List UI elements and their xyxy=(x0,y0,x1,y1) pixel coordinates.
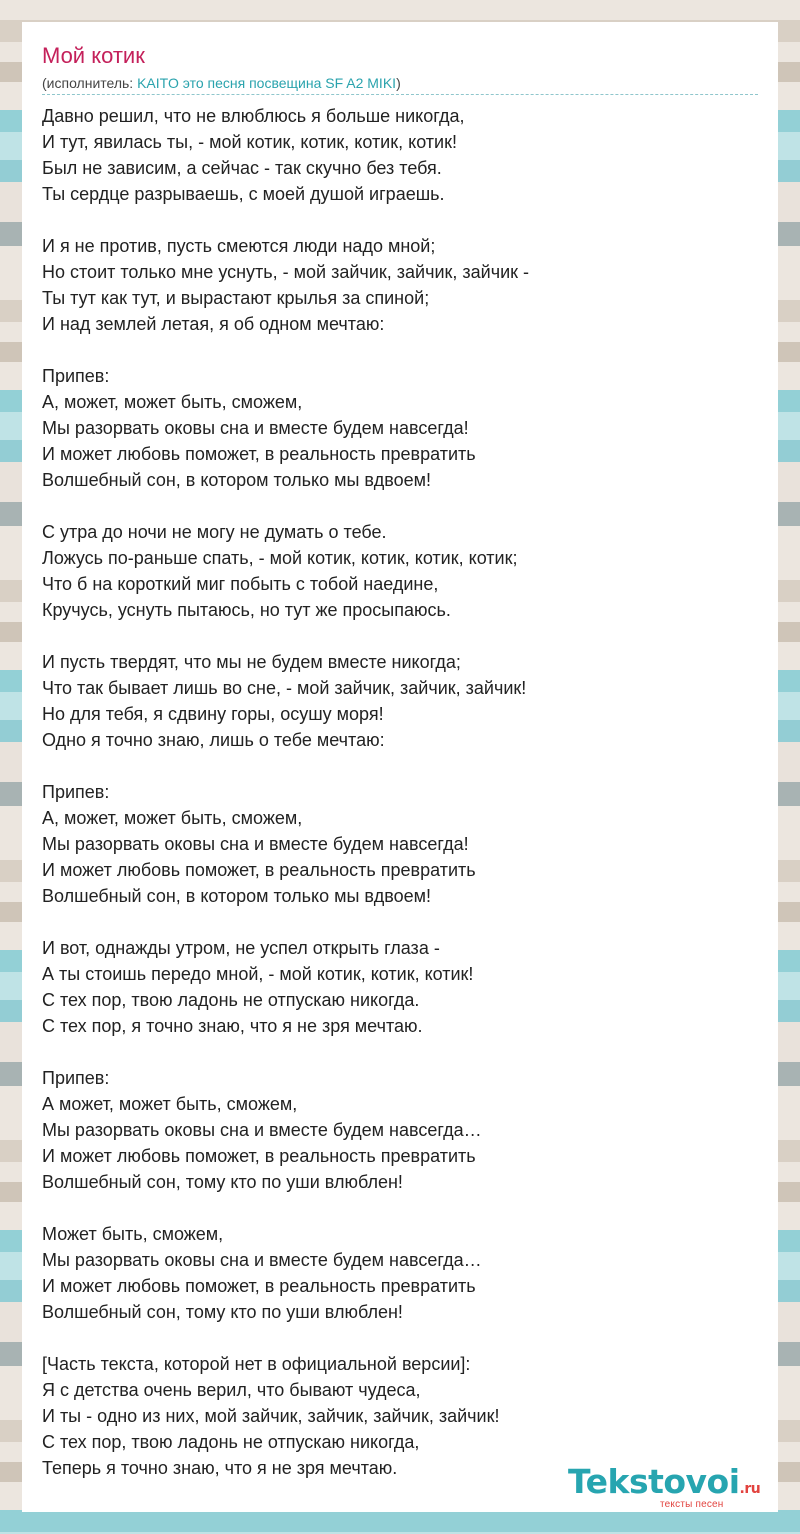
lyric-line: И вот, однажды утром, не успел открыть глаза - xyxy=(42,938,440,958)
chorus-label: Припев: xyxy=(42,782,110,802)
chorus-stanza xyxy=(42,363,758,493)
chorus-label: Припев: xyxy=(42,1068,110,1088)
lyric-line: Что так бывает лишь во сне, - мой зайчик, зайчик, зайчик! xyxy=(42,678,527,698)
stanza xyxy=(42,649,758,753)
lyric-line: И может любовь поможет, в реальность превратить xyxy=(42,1146,476,1166)
lyric-line: Волшебный сон, тому кто по уши влюблен! xyxy=(42,1302,403,1322)
chorus-stanza xyxy=(42,779,758,909)
lyric-line: Ложусь по-раньше спать, - мой котик, котик, котик, котик; xyxy=(42,548,518,568)
lyric-line: А может, может быть, сможем, xyxy=(42,1094,298,1114)
lyric-line: Но для тебя, я сдвину горы, осушу моря! xyxy=(42,704,384,724)
artist-suffix: ) xyxy=(396,75,401,91)
logo-tld: .ru xyxy=(739,1481,761,1497)
lyric-line: Ты сердце разрываешь, с моей душой играешь. xyxy=(42,184,445,204)
lyric-line: Давно решил, что не влюблюсь я больше никогда, xyxy=(42,106,465,126)
lyric-line: И ты - одно из них, мой зайчик, зайчик, зайчик, зайчик! xyxy=(42,1406,500,1426)
lyric-line: И я не против, пусть смеются люди надо мной; xyxy=(42,236,436,256)
lyric-line: Теперь я точно знаю, что я не зря мечтаю. xyxy=(42,1458,398,1478)
lyric-line: И может любовь поможет, в реальность превратить xyxy=(42,1276,476,1296)
lyric-line: И над землей летая, я об одном мечтаю: xyxy=(42,314,385,334)
artist-line xyxy=(42,74,758,95)
song-title: Мой котик xyxy=(42,43,145,68)
lyric-line: И может любовь поможет, в реальность превратить xyxy=(42,444,476,464)
stanza xyxy=(42,103,758,207)
lyric-line: С тех пор, твою ладонь не отпускаю никогда, xyxy=(42,1432,420,1452)
lyric-line: Волшебный сон, тому кто по уши влюблен! xyxy=(42,1172,403,1192)
lyric-line: Что б на короткий миг побыть с тобой наедине, xyxy=(42,574,439,594)
lyric-line: А, может, может быть, сможем, xyxy=(42,808,303,828)
lyric-line: И может любовь поможет, в реальность превратить xyxy=(42,860,476,880)
lyric-line: Волшебный сон, в котором только мы вдвоем! xyxy=(42,470,432,490)
lyric-line: Волшебный сон, в котором только мы вдвоем! xyxy=(42,886,432,906)
lyric-line: Мы разорвать оковы сна и вместе будем навсегда… xyxy=(42,1120,482,1140)
logo-main-text: Tekstovoi xyxy=(568,1462,740,1501)
stanza xyxy=(42,519,758,623)
stanza xyxy=(42,935,758,1039)
lyric-line: С тех пор, твою ладонь не отпускаю никогда. xyxy=(42,990,420,1010)
lyric-line: Одно я точно знаю, лишь о тебе мечтаю: xyxy=(42,730,385,750)
tekstovoi-logo[interactable] xyxy=(568,1464,778,1510)
lyric-line: Мы разорвать оковы сна и вместе будем навсегда! xyxy=(42,834,469,854)
stanza xyxy=(42,233,758,337)
chorus-stanza xyxy=(42,1065,758,1195)
lyric-line: С тех пор, я точно знаю, что я не зря мечтаю. xyxy=(42,1016,423,1036)
artist-prefix: (исполнитель: xyxy=(42,75,138,91)
lyric-line: Я с детства очень верил, что бывают чудеса, xyxy=(42,1380,421,1400)
lyric-line: А, может, может быть, сможем, xyxy=(42,392,303,412)
lyric-line: С утра до ночи не могу не думать о тебе. xyxy=(42,522,387,542)
lyric-line: Ты тут как тут, и вырастают крылья за спиной; xyxy=(42,288,430,308)
lyric-line: И пусть твердят, что мы не будем вместе никогда; xyxy=(42,652,461,672)
lyric-line: Был не зависим, а сейчас - так скучно без тебя. xyxy=(42,158,442,178)
stanza xyxy=(42,1221,758,1325)
lyric-line: Мы разорвать оковы сна и вместе будем навсегда… xyxy=(42,1250,482,1270)
lyric-line: А ты стоишь передо мной, - мой котик, котик, котик! xyxy=(42,964,474,984)
lyric-line: Но стоит только мне уснуть, - мой зайчик, зайчик, зайчик - xyxy=(42,262,529,282)
logo-subtitle: тексты песен xyxy=(660,1499,724,1510)
lyric-line: Может быть, сможем, xyxy=(42,1224,224,1244)
lyric-line: Мы разорвать оковы сна и вместе будем навсегда! xyxy=(42,418,469,438)
lyrics-card xyxy=(22,22,778,1512)
artist-link[interactable]: KAITO это песня посвещина SF A2 MIKI xyxy=(137,75,397,91)
lyrics-text xyxy=(42,103,758,1507)
lyric-line: [Часть текста, которой нет в официальной версии]: xyxy=(42,1354,471,1374)
lyric-line: И тут, явилась ты, - мой котик, котик, котик, котик! xyxy=(42,132,457,152)
lyric-line: Кручусь, уснуть пытаюсь, но тут же просыпаюсь. xyxy=(42,600,451,620)
chorus-label: Припев: xyxy=(42,366,110,386)
